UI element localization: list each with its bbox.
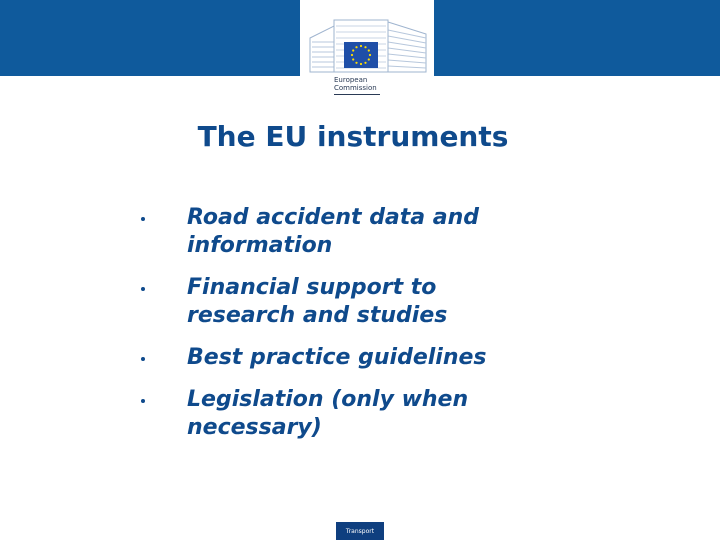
footer-transport-tag: Transport xyxy=(336,522,384,540)
bullet-line: Legislation (only when xyxy=(187,387,469,412)
bullet-line: Best practice guidelines xyxy=(187,345,487,370)
bullet-item-road-accident-data xyxy=(140,204,560,260)
european-commission-logo xyxy=(300,0,434,100)
logo-underline xyxy=(334,94,380,95)
bullet-line: necessary) xyxy=(187,415,322,440)
bullet-item-best-practice xyxy=(140,344,560,372)
bullet-dot-icon xyxy=(141,217,145,221)
bullet-item-financial-support xyxy=(140,274,560,330)
bullet-dot-icon xyxy=(141,399,145,403)
bullet-dot-icon xyxy=(141,357,145,361)
bullet-item-legislation xyxy=(140,386,560,442)
logo-text-commission: Commission xyxy=(334,84,377,92)
slide-title: The EU instruments xyxy=(197,120,509,153)
bullet-line: Financial support to xyxy=(187,275,437,300)
bullet-list xyxy=(140,204,560,442)
logo-text-european: European xyxy=(334,76,368,84)
bullet-line: research and studies xyxy=(187,303,448,328)
bullet-dot-icon xyxy=(141,287,145,291)
bullet-line: Road accident data and xyxy=(187,205,480,230)
bullet-line: information xyxy=(187,233,333,258)
